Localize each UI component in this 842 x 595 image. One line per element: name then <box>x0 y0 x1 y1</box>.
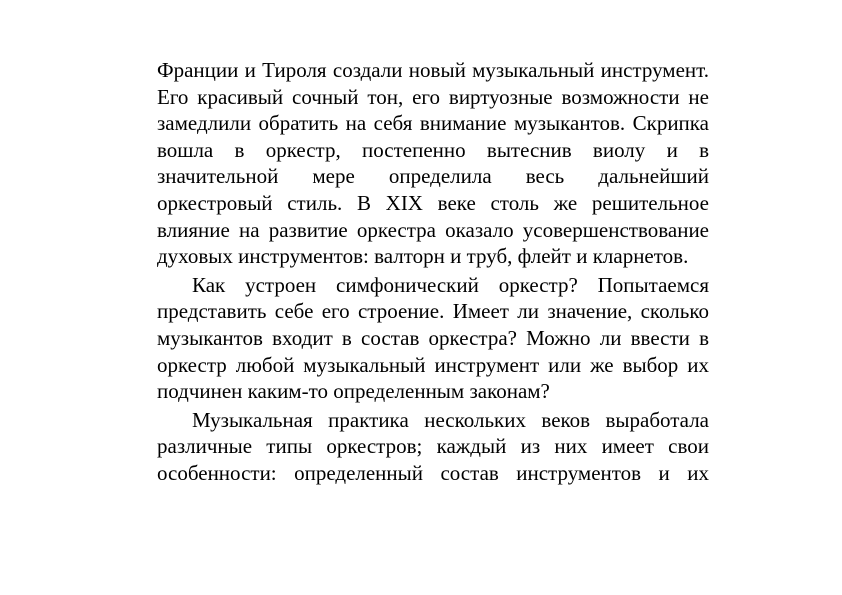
paragraph-3: Музыкальная практика нескольких веков выработала различные типы оркестров; каждый из них имеет свои особенности: определенный состав инструментов и их <box>157 407 709 485</box>
paragraph-1: Франции и Тироля создали новый музыкальный инструмент. Его красивый сочный тон, его виртуозные возможности не замедлили обратить на себя внимание музыкантов. Скрипка вошла в оркестр, постепенно вытеснив виолу и в значительной мере определила весь дальнейший оркестровый стиль. В XIX веке столь же решительное влияние на развитие оркестра оказало усовершенствование духовых инструментов: валторн и труб, флейт и кларнетов. <box>157 58 709 269</box>
body-text <box>157 57 709 487</box>
paragraph-2: Как устроен симфонический оркестр? Попытаемся представить себе его строение. Имеет ли значение, сколько музыкантов входит в состав оркестра? Можно ли ввести в оркестр любой музыкальный инструмент или же выбор их подчинен каким-то определенным законам? <box>157 272 709 404</box>
